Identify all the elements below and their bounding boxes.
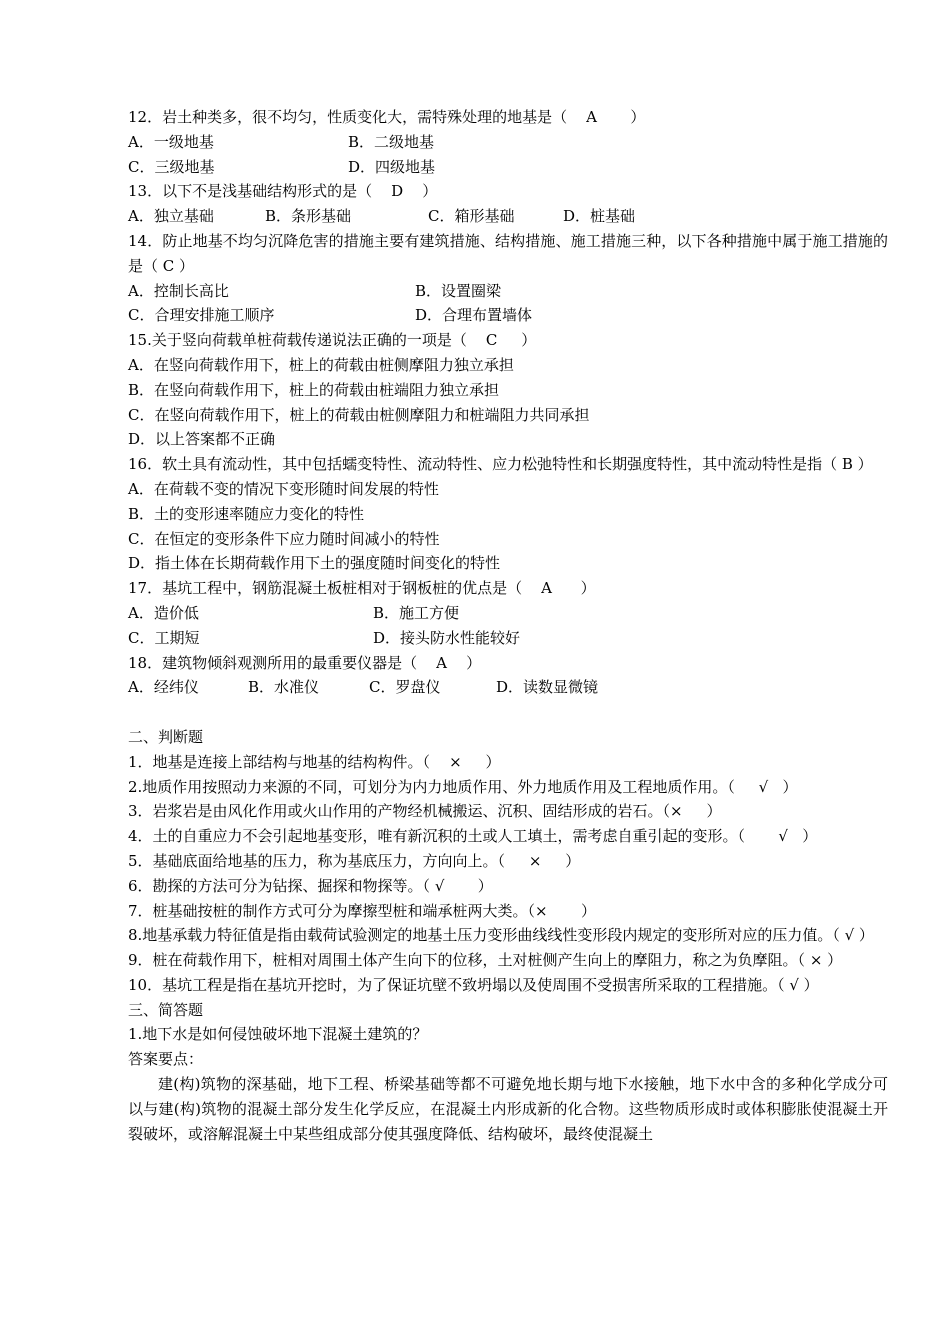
judge-item-5: 5．基础底面给地基的压力，称为基底压力，方向向上。（ × ） [128, 851, 581, 870]
question-13-option-a: A．独立基础 [128, 207, 214, 226]
question-16-stem: 16．软土具有流动性，其中包括蠕变特性、流动特性、应力松弛特性和长期强度特性，其中流动特性是指（ B ） [128, 455, 873, 474]
question-12-option-b: B．二级地基 [348, 132, 435, 151]
question-16-option-d: D．指土体在长期荷载作用下土的强度随时间变化的特性 [128, 554, 501, 573]
document-page [128, 105, 888, 1146]
question-12-stem: 12．岩土种类多，很不均匀，性质变化大，需特殊处理的地基是（ A ） [128, 108, 646, 126]
section-spacer [128, 700, 888, 725]
question-12-option-a: A．一级地基 [128, 132, 214, 151]
question-17-option-c: C．工期短 [128, 628, 200, 647]
question-12-option-c: C．三级地基 [128, 157, 215, 176]
question-17-option-b: B．施工方便 [373, 603, 460, 622]
judge-item-2: 2.地质作用按照动力来源的不同，可划分为内力地质作用、外力地质作用及工程地质作用。（ √ ） [128, 777, 798, 796]
question-18-options-row [128, 675, 888, 700]
question-17-options-row-2 [128, 626, 888, 651]
question-15-option-d: D．以上答案都不正确 [128, 430, 276, 449]
question-15-stem: 15.关于竖向荷载单桩荷载传递说法正确的一项是（ C ） [128, 331, 537, 350]
question-13-option-b: B．条形基础 [265, 207, 352, 226]
question-12-option-d: D．四级地基 [348, 157, 436, 176]
question-18-option-b: B．水准仪 [248, 678, 320, 697]
judge-item-1: 1．地基是连接上部结构与地基的结构构件。（ × ） [128, 752, 501, 771]
question-14-stem: 14．防止地基不均匀沉降危害的措施主要有建筑措施、结构措施、施工措施三种，以下各种措施中属于施工措施的是（ C ） [128, 231, 888, 275]
section-heading-short-answer: 三、简答题 [128, 1000, 204, 1019]
question-15-option-c: C．在竖向荷载作用下，桩上的荷载由桩侧摩阻力和桩端阻力共同承担 [128, 405, 590, 424]
judge-item-7: 7．桩基础按桩的制作方式可分为摩擦型桩和端承桩两大类。（× ） [128, 901, 596, 920]
question-17-option-a: A．造价低 [128, 603, 199, 622]
short-answer-question-1: 1.地下水是如何侵蚀破坏地下混凝土建筑的？ [128, 1025, 428, 1044]
judge-item-9: 9．桩在荷载作用下，桩相对周围土体产生向下的位移，土对桩侧产生向上的摩阻力，称之为负摩阻。（ × ） [128, 951, 843, 970]
question-14-options-row-1 [128, 279, 888, 304]
question-13-option-c: C．箱形基础 [428, 207, 515, 226]
question-16-option-a: A．在荷载不变的情况下变形随时间发展的特性 [128, 479, 439, 498]
question-13-stem: 13．以下不是浅基础结构形式的是（ D ） [128, 182, 438, 201]
question-17-stem: 17．基坑工程中，钢筋混凝土板桩相对于钢板桩的优点是（ A ） [128, 579, 596, 598]
question-13-option-d: D．桩基础 [563, 207, 636, 226]
question-15-option-a: A．在竖向荷载作用下，桩上的荷载由桩侧摩阻力独立承担 [128, 355, 514, 374]
judge-item-6: 6．勘探的方法可分为钻探、掘探和物探等。（ √ ） [128, 876, 493, 895]
question-16-option-b: B．土的变形速率随应力变化的特性 [128, 504, 365, 523]
question-18-option-c: C．罗盘仪 [369, 678, 441, 697]
question-18-option-d: D．读数显微镜 [496, 678, 599, 697]
question-12-options-row-1 [128, 130, 888, 155]
judge-item-10: 10．基坑工程是指在基坑开挖时，为了保证坑壁不致坍塌以及使周围不受损害所采取的工程措施。（ √ ） [128, 975, 819, 994]
judge-item-3: 3．岩浆岩是由风化作用或火山作用的产物经机械搬运、沉积、固结形成的岩石。（× ） [128, 802, 722, 821]
judge-item-4: 4．土的自重应力不会引起地基变形，唯有新沉积的土或人工填土，需考虑自重引起的变形。（ √ ） [128, 827, 818, 846]
question-14-option-c: C．合理安排施工顺序 [128, 306, 275, 325]
question-15-option-b: B．在竖向荷载作用下，桩上的荷载由桩端阻力独立承担 [128, 380, 500, 399]
question-16-option-c: C．在恒定的变形条件下应力随时间减小的特性 [128, 529, 440, 548]
section-heading-judgement: 二、判断题 [128, 727, 204, 746]
question-14-option-b: B．设置圈梁 [415, 281, 502, 300]
question-13-options-row [128, 204, 888, 229]
question-12-options-row-2 [128, 155, 888, 180]
question-14-option-d: D．合理布置墙体 [415, 306, 533, 325]
question-14-option-a: A．控制长高比 [128, 281, 229, 300]
answer-label: 答案要点： [128, 1050, 204, 1069]
question-17-options-row-1 [128, 601, 888, 626]
judge-item-8: 8.地基承载力特征值是指由载荷试验测定的地基土压力变形曲线线性变形段内规定的变形所对应的压力值。（ √ ） [128, 926, 874, 945]
question-18-stem: 18．建筑物倾斜观测所用的最重要仪器是（ A ） [128, 653, 482, 672]
question-18-option-a: A．经纬仪 [128, 678, 199, 697]
answer-paragraph: 建(构)筑物的深基础，地下工程、桥梁基础等都不可避免地长期与地下水接触，地下水中含的多种化学成分可以与建(构)筑物的混凝土部分发生化学反应，在混凝土内形成新的化合物。这些物质形成时或体积膨胀使混凝土开裂破坏，或溶解混凝土中某些组成部分使其强度降低、结构破坏，最终使混凝土 [128, 1075, 888, 1143]
question-17-option-d: D．接头防水性能较好 [373, 628, 521, 647]
question-14-options-row-2 [128, 303, 888, 328]
